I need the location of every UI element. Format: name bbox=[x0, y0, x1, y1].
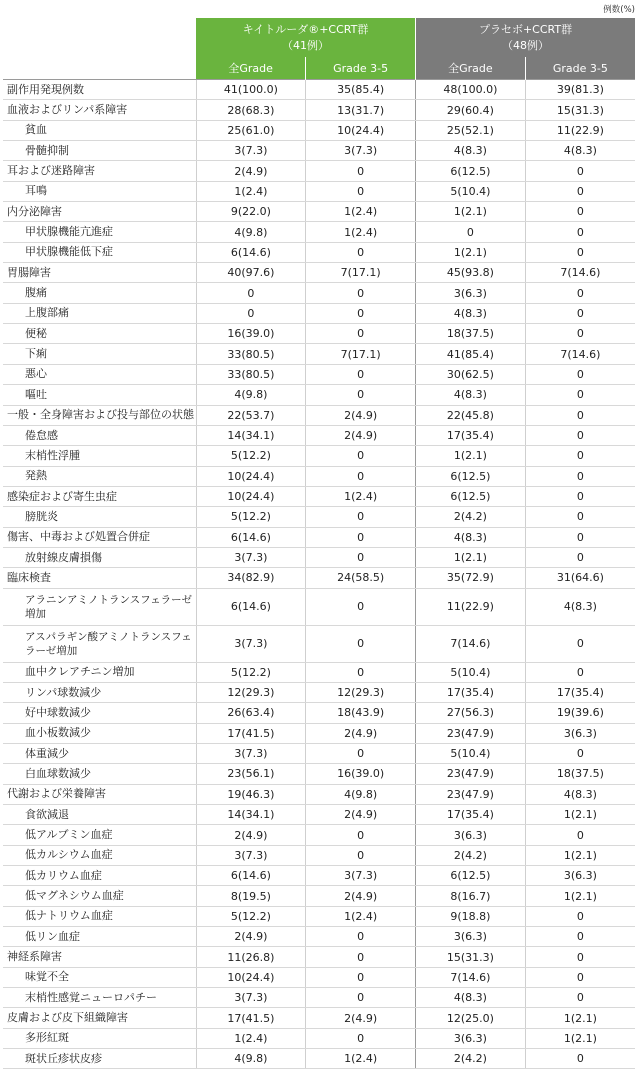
g1-all-value: 0 bbox=[196, 303, 306, 323]
g1-all-value: 34(82.9) bbox=[196, 568, 306, 588]
table-row bbox=[3, 120, 635, 140]
g2-grade35-value: 0 bbox=[525, 405, 635, 425]
g2-grade35-value: 0 bbox=[525, 743, 635, 763]
row-label: 血中クレアチニン増加 bbox=[3, 662, 196, 682]
g2-grade35-value: 19(39.6) bbox=[525, 703, 635, 723]
g1-grade35-value: 0 bbox=[306, 947, 416, 967]
row-label: 腹痛 bbox=[3, 283, 196, 303]
table-body bbox=[3, 80, 635, 1069]
g2-all-value: 12(25.0) bbox=[416, 1008, 526, 1028]
g1-all-value: 22(53.7) bbox=[196, 405, 306, 425]
g1-grade35-value: 0 bbox=[306, 507, 416, 527]
g2-grade35-value: 0 bbox=[525, 364, 635, 384]
g2-grade35-value: 0 bbox=[525, 283, 635, 303]
g2-grade35-value: 0 bbox=[525, 988, 635, 1008]
g2-grade35-value: 0 bbox=[525, 507, 635, 527]
row-label: 多形紅斑 bbox=[3, 1028, 196, 1048]
category-row bbox=[3, 486, 635, 506]
category-row bbox=[3, 80, 635, 100]
g2-grade35-value: 4(8.3) bbox=[525, 141, 635, 161]
g1-all-value: 14(34.1) bbox=[196, 805, 306, 825]
g2-all-value: 6(12.5) bbox=[416, 866, 526, 886]
g2-grade35-value: 0 bbox=[525, 927, 635, 947]
g2-all-value: 25(52.1) bbox=[416, 120, 526, 140]
table-row bbox=[3, 625, 635, 662]
g2-all-value: 8(16.7) bbox=[416, 886, 526, 906]
g2-all-value: 6(12.5) bbox=[416, 486, 526, 506]
g1-all-value: 4(9.8) bbox=[196, 222, 306, 242]
g2-all-value: 1(2.1) bbox=[416, 446, 526, 466]
g1-all-value: 33(80.5) bbox=[196, 364, 306, 384]
g2-grade35-value: 7(14.6) bbox=[525, 344, 635, 364]
table-row bbox=[3, 845, 635, 865]
category-row bbox=[3, 784, 635, 804]
g1-all-value: 5(12.2) bbox=[196, 906, 306, 926]
row-label: 低ナトリウム血症 bbox=[3, 906, 196, 926]
g1-all-value: 6(14.6) bbox=[196, 588, 306, 625]
g2-grade35-value: 0 bbox=[525, 527, 635, 547]
g2-grade35-value: 18(37.5) bbox=[525, 764, 635, 784]
g1-all-value: 9(22.0) bbox=[196, 202, 306, 222]
g2-all-value: 3(6.3) bbox=[416, 1028, 526, 1048]
row-label: 倦怠感 bbox=[3, 425, 196, 445]
g1-grade35-value: 2(4.9) bbox=[306, 723, 416, 743]
g1-grade35-value: 24(58.5) bbox=[306, 568, 416, 588]
g2-grade35-value: 0 bbox=[525, 303, 635, 323]
g2-grade35-value: 0 bbox=[525, 425, 635, 445]
g2-grade35-value: 0 bbox=[525, 222, 635, 242]
g2-all-value: 5(10.4) bbox=[416, 662, 526, 682]
row-label: 内分泌障害 bbox=[3, 202, 196, 222]
g2-grade35-value: 0 bbox=[525, 486, 635, 506]
g2-all-value: 17(35.4) bbox=[416, 425, 526, 445]
g1-grade35-value: 3(7.3) bbox=[306, 141, 416, 161]
g2-all-value: 29(60.4) bbox=[416, 100, 526, 120]
g1-grade35-value: 13(31.7) bbox=[306, 100, 416, 120]
g2-all-value: 17(35.4) bbox=[416, 682, 526, 702]
row-label: 悪心 bbox=[3, 364, 196, 384]
g2-all-value: 23(47.9) bbox=[416, 723, 526, 743]
g2-grade35-value: 0 bbox=[525, 161, 635, 181]
g1-grade35-value: 7(17.1) bbox=[306, 263, 416, 283]
g2-all-value: 5(10.4) bbox=[416, 743, 526, 763]
group-header-row bbox=[3, 18, 635, 57]
g2-grade35-value: 0 bbox=[525, 446, 635, 466]
g2-grade35-value: 0 bbox=[525, 825, 635, 845]
g2-all-value: 2(4.2) bbox=[416, 1049, 526, 1069]
table-row bbox=[3, 344, 635, 364]
g1-all-value: 5(12.2) bbox=[196, 446, 306, 466]
g1-all-value: 6(14.6) bbox=[196, 866, 306, 886]
g2-all-value: 27(56.3) bbox=[416, 703, 526, 723]
g2-grade35-value: 0 bbox=[525, 906, 635, 926]
table-row bbox=[3, 906, 635, 926]
g2-all-value: 3(6.3) bbox=[416, 283, 526, 303]
g1-all-value: 10(24.4) bbox=[196, 466, 306, 486]
row-label: 発熱 bbox=[3, 466, 196, 486]
row-label: 甲状腺機能亢進症 bbox=[3, 222, 196, 242]
g1-grade35-value: 1(2.4) bbox=[306, 202, 416, 222]
g2-all-value: 48(100.0) bbox=[416, 80, 526, 100]
row-label: 低カリウム血症 bbox=[3, 866, 196, 886]
g1-grade35-value: 35(85.4) bbox=[306, 80, 416, 100]
g2-all-value: 2(4.2) bbox=[416, 507, 526, 527]
g1-all-value: 2(4.9) bbox=[196, 825, 306, 845]
group2-title: プラセボ+CCRT群 bbox=[478, 22, 573, 36]
g2-grade35-value: 4(8.3) bbox=[525, 784, 635, 804]
row-label: 耳鳴 bbox=[3, 181, 196, 201]
row-label: 皮膚および皮下組織障害 bbox=[3, 1008, 196, 1028]
group1-header bbox=[196, 18, 416, 57]
g2-grade35-value: 0 bbox=[525, 466, 635, 486]
g2-grade35-value: 0 bbox=[525, 324, 635, 344]
g1-grade35-value: 0 bbox=[306, 547, 416, 567]
g1-grade35-value: 0 bbox=[306, 303, 416, 323]
row-label: 好中球数減少 bbox=[3, 703, 196, 723]
g1-all-value: 26(63.4) bbox=[196, 703, 306, 723]
g2-grade35-value: 11(22.9) bbox=[525, 120, 635, 140]
g2-all-value: 1(2.1) bbox=[416, 547, 526, 567]
table-row bbox=[3, 141, 635, 161]
g1-all-value: 4(9.8) bbox=[196, 1049, 306, 1069]
row-label: 斑状丘疹状皮疹 bbox=[3, 1049, 196, 1069]
row-label: 血液およびリンパ系障害 bbox=[3, 100, 196, 120]
g1-grade35-value: 0 bbox=[306, 967, 416, 987]
g2-grade35-value: 1(2.1) bbox=[525, 886, 635, 906]
g2-grade35-value: 17(35.4) bbox=[525, 682, 635, 702]
g1-grade35-value: 0 bbox=[306, 527, 416, 547]
row-label: 一般・全身障害および投与部位の状態 bbox=[3, 405, 196, 425]
g1-grade35-value: 2(4.9) bbox=[306, 425, 416, 445]
row-label: 白血球数減少 bbox=[3, 764, 196, 784]
row-label: 神経系障害 bbox=[3, 947, 196, 967]
g1-all-value: 33(80.5) bbox=[196, 344, 306, 364]
g2-all-value: 15(31.3) bbox=[416, 947, 526, 967]
row-label: 食欲減退 bbox=[3, 805, 196, 825]
g2-all-value: 4(8.3) bbox=[416, 527, 526, 547]
g2-all-value: 7(14.6) bbox=[416, 625, 526, 662]
category-row bbox=[3, 161, 635, 181]
adverse-events-table bbox=[3, 18, 635, 1069]
row-label: 末梢性感覚ニューロパチー bbox=[3, 988, 196, 1008]
g1-grade35-value: 7(17.1) bbox=[306, 344, 416, 364]
g1-grade35-value: 1(2.4) bbox=[306, 486, 416, 506]
g2-all-value: 18(37.5) bbox=[416, 324, 526, 344]
g1-all-value: 3(7.3) bbox=[196, 625, 306, 662]
g2-grade35-value: 0 bbox=[525, 242, 635, 262]
g2-grade35-value: 1(2.1) bbox=[525, 1028, 635, 1048]
g1-all-value: 3(7.3) bbox=[196, 845, 306, 865]
row-label: 胃腸障害 bbox=[3, 263, 196, 283]
g2-all-value: 23(47.9) bbox=[416, 764, 526, 784]
g2-grade35-value: 3(6.3) bbox=[525, 723, 635, 743]
g2-all-value: 11(22.9) bbox=[416, 588, 526, 625]
g1-grade35-value: 1(2.4) bbox=[306, 1049, 416, 1069]
g1-grade35-value: 16(39.0) bbox=[306, 764, 416, 784]
row-label: 骨髄抑制 bbox=[3, 141, 196, 161]
table-row bbox=[3, 1028, 635, 1048]
g2-grade35-value: 1(2.1) bbox=[525, 1008, 635, 1028]
g2-all-value: 1(2.1) bbox=[416, 202, 526, 222]
table-row bbox=[3, 967, 635, 987]
row-label: アラニンアミノトランスフェラーゼ増加 bbox=[3, 588, 196, 625]
g1-grade35-value: 1(2.4) bbox=[306, 222, 416, 242]
table-row bbox=[3, 283, 635, 303]
g1-all-value: 19(46.3) bbox=[196, 784, 306, 804]
g1-grade35-value: 0 bbox=[306, 588, 416, 625]
g1-grade35-value: 0 bbox=[306, 825, 416, 845]
g1-grade35-value: 0 bbox=[306, 364, 416, 384]
row-label: 便秘 bbox=[3, 324, 196, 344]
g2-all-value: 4(8.3) bbox=[416, 988, 526, 1008]
g1-all-value: 41(100.0) bbox=[196, 80, 306, 100]
row-label: 味覚不全 bbox=[3, 967, 196, 987]
g1-all-value: 2(4.9) bbox=[196, 927, 306, 947]
g1-grade35-value: 0 bbox=[306, 161, 416, 181]
g1-all-value: 17(41.5) bbox=[196, 1008, 306, 1028]
g2-all-value: 23(47.9) bbox=[416, 784, 526, 804]
g1-all-value: 8(19.5) bbox=[196, 886, 306, 906]
table-row bbox=[3, 242, 635, 262]
table-row bbox=[3, 682, 635, 702]
table-row bbox=[3, 1049, 635, 1069]
g2-all-value: 17(35.4) bbox=[416, 805, 526, 825]
g2-all-value: 7(14.6) bbox=[416, 967, 526, 987]
g1-grade35-value: 0 bbox=[306, 466, 416, 486]
table-row bbox=[3, 446, 635, 466]
g2-all-value: 5(10.4) bbox=[416, 181, 526, 201]
g2-grade35-value: 0 bbox=[525, 967, 635, 987]
header-empty-cell bbox=[3, 18, 196, 57]
g1-grade35-value: 3(7.3) bbox=[306, 866, 416, 886]
g1-all-value: 5(12.2) bbox=[196, 507, 306, 527]
table-row bbox=[3, 886, 635, 906]
g1-all-value: 3(7.3) bbox=[196, 743, 306, 763]
table-row bbox=[3, 805, 635, 825]
g1-all-value: 11(26.8) bbox=[196, 947, 306, 967]
g1-all-value: 10(24.4) bbox=[196, 486, 306, 506]
g1-all-value: 2(4.9) bbox=[196, 161, 306, 181]
row-label: 嘔吐 bbox=[3, 385, 196, 405]
row-label: 末梢性浮腫 bbox=[3, 446, 196, 466]
category-row bbox=[3, 263, 635, 283]
g2-grade35-value: 4(8.3) bbox=[525, 588, 635, 625]
g2-grade35-value: 0 bbox=[525, 181, 635, 201]
g2-all-value: 6(12.5) bbox=[416, 161, 526, 181]
category-row bbox=[3, 527, 635, 547]
g2-all-value: 30(62.5) bbox=[416, 364, 526, 384]
subheader-g1-all: 全Grade bbox=[196, 57, 306, 80]
row-label: 感染症および寄生虫症 bbox=[3, 486, 196, 506]
g1-grade35-value: 0 bbox=[306, 845, 416, 865]
g2-grade35-value: 7(14.6) bbox=[525, 263, 635, 283]
g1-grade35-value: 4(9.8) bbox=[306, 784, 416, 804]
g2-all-value: 4(8.3) bbox=[416, 141, 526, 161]
row-label: 下痢 bbox=[3, 344, 196, 364]
group2-n: （48例） bbox=[502, 38, 550, 52]
g2-all-value: 3(6.3) bbox=[416, 825, 526, 845]
unit-label: 例数(%) bbox=[603, 5, 635, 15]
g1-grade35-value: 0 bbox=[306, 743, 416, 763]
g2-all-value: 45(93.8) bbox=[416, 263, 526, 283]
row-label: 耳および迷路障害 bbox=[3, 161, 196, 181]
group1-n: （41例） bbox=[282, 38, 329, 52]
row-label: 膀胱炎 bbox=[3, 507, 196, 527]
g2-all-value: 6(12.5) bbox=[416, 466, 526, 486]
row-label: 甲状腺機能低下症 bbox=[3, 242, 196, 262]
g1-all-value: 1(2.4) bbox=[196, 1028, 306, 1048]
table-row bbox=[3, 703, 635, 723]
table-row bbox=[3, 364, 635, 384]
g1-grade35-value: 12(29.3) bbox=[306, 682, 416, 702]
g2-all-value: 3(6.3) bbox=[416, 927, 526, 947]
table-row bbox=[3, 927, 635, 947]
table-row bbox=[3, 723, 635, 743]
row-label: 低カルシウム血症 bbox=[3, 845, 196, 865]
g1-all-value: 6(14.6) bbox=[196, 527, 306, 547]
row-label: 代謝および栄養障害 bbox=[3, 784, 196, 804]
g1-grade35-value: 0 bbox=[306, 625, 416, 662]
row-label: 血小板数減少 bbox=[3, 723, 196, 743]
g1-grade35-value: 0 bbox=[306, 324, 416, 344]
category-row bbox=[3, 405, 635, 425]
g1-grade35-value: 0 bbox=[306, 385, 416, 405]
g2-grade35-value: 0 bbox=[525, 662, 635, 682]
category-row bbox=[3, 947, 635, 967]
g1-grade35-value: 0 bbox=[306, 242, 416, 262]
table-row bbox=[3, 466, 635, 486]
g1-grade35-value: 2(4.9) bbox=[306, 405, 416, 425]
g2-all-value: 0 bbox=[416, 222, 526, 242]
row-label: 低マグネシウム血症 bbox=[3, 886, 196, 906]
row-label: 傷害、中毒および処置合併症 bbox=[3, 527, 196, 547]
g2-all-value: 22(45.8) bbox=[416, 405, 526, 425]
g2-all-value: 1(2.1) bbox=[416, 242, 526, 262]
g1-all-value: 17(41.5) bbox=[196, 723, 306, 743]
row-label: リンパ球数減少 bbox=[3, 682, 196, 702]
table-row bbox=[3, 547, 635, 567]
g2-grade35-value: 0 bbox=[525, 202, 635, 222]
row-label: 上腹部痛 bbox=[3, 303, 196, 323]
g1-all-value: 23(56.1) bbox=[196, 764, 306, 784]
g2-grade35-value: 0 bbox=[525, 547, 635, 567]
g1-all-value: 28(68.3) bbox=[196, 100, 306, 120]
g2-all-value: 4(8.3) bbox=[416, 303, 526, 323]
table-row bbox=[3, 588, 635, 625]
g1-all-value: 16(39.0) bbox=[196, 324, 306, 344]
g1-grade35-value: 1(2.4) bbox=[306, 906, 416, 926]
g1-grade35-value: 0 bbox=[306, 927, 416, 947]
table-row bbox=[3, 988, 635, 1008]
g1-grade35-value: 0 bbox=[306, 446, 416, 466]
g1-grade35-value: 0 bbox=[306, 988, 416, 1008]
g2-grade35-value: 1(2.1) bbox=[525, 845, 635, 865]
row-label: アスパラギン酸アミノトランスフェラーゼ増加 bbox=[3, 625, 196, 662]
g1-all-value: 5(12.2) bbox=[196, 662, 306, 682]
g1-grade35-value: 2(4.9) bbox=[306, 805, 416, 825]
g1-all-value: 3(7.3) bbox=[196, 547, 306, 567]
g1-all-value: 6(14.6) bbox=[196, 242, 306, 262]
g1-all-value: 10(24.4) bbox=[196, 967, 306, 987]
subheader-g1-grade35: Grade 3-5 bbox=[306, 57, 416, 80]
g2-grade35-value: 0 bbox=[525, 1049, 635, 1069]
table-row bbox=[3, 181, 635, 201]
g1-all-value: 3(7.3) bbox=[196, 141, 306, 161]
row-label: 貧血 bbox=[3, 120, 196, 140]
group2-header bbox=[416, 18, 636, 57]
g1-grade35-value: 0 bbox=[306, 662, 416, 682]
g2-grade35-value: 39(81.3) bbox=[525, 80, 635, 100]
g2-all-value: 41(85.4) bbox=[416, 344, 526, 364]
g1-all-value: 4(9.8) bbox=[196, 385, 306, 405]
g1-grade35-value: 0 bbox=[306, 283, 416, 303]
g2-grade35-value: 1(2.1) bbox=[525, 805, 635, 825]
g1-all-value: 40(97.6) bbox=[196, 263, 306, 283]
category-row bbox=[3, 100, 635, 120]
table-row bbox=[3, 662, 635, 682]
g2-grade35-value: 0 bbox=[525, 625, 635, 662]
g2-all-value: 35(72.9) bbox=[416, 568, 526, 588]
subheader-empty-cell bbox=[3, 57, 196, 80]
g1-grade35-value: 0 bbox=[306, 1028, 416, 1048]
g2-all-value: 4(8.3) bbox=[416, 385, 526, 405]
g1-grade35-value: 10(24.4) bbox=[306, 120, 416, 140]
row-label: 低リン血症 bbox=[3, 927, 196, 947]
g2-grade35-value: 0 bbox=[525, 385, 635, 405]
row-label: 低アルブミン血症 bbox=[3, 825, 196, 845]
table-row bbox=[3, 324, 635, 344]
row-label: 副作用発現例数 bbox=[3, 80, 196, 100]
category-row bbox=[3, 568, 635, 588]
table-row bbox=[3, 866, 635, 886]
subheader-row bbox=[3, 57, 635, 80]
category-row bbox=[3, 202, 635, 222]
g2-grade35-value: 15(31.3) bbox=[525, 100, 635, 120]
g1-all-value: 12(29.3) bbox=[196, 682, 306, 702]
group1-title: キイトルーダ®+CCRT群 bbox=[242, 22, 369, 36]
table-row bbox=[3, 764, 635, 784]
g1-all-value: 25(61.0) bbox=[196, 120, 306, 140]
g2-grade35-value: 3(6.3) bbox=[525, 866, 635, 886]
table-row bbox=[3, 385, 635, 405]
table-row bbox=[3, 425, 635, 445]
table-row bbox=[3, 825, 635, 845]
g1-grade35-value: 2(4.9) bbox=[306, 1008, 416, 1028]
g1-all-value: 0 bbox=[196, 283, 306, 303]
g1-grade35-value: 2(4.9) bbox=[306, 886, 416, 906]
row-label: 放射線皮膚損傷 bbox=[3, 547, 196, 567]
g2-grade35-value: 31(64.6) bbox=[525, 568, 635, 588]
table-row bbox=[3, 222, 635, 242]
table-row bbox=[3, 743, 635, 763]
g1-all-value: 14(34.1) bbox=[196, 425, 306, 445]
g2-all-value: 9(18.8) bbox=[416, 906, 526, 926]
g1-all-value: 3(7.3) bbox=[196, 988, 306, 1008]
table-row bbox=[3, 303, 635, 323]
subheader-g2-grade35: Grade 3-5 bbox=[525, 57, 635, 80]
row-label: 体重減少 bbox=[3, 743, 196, 763]
row-label: 臨床検査 bbox=[3, 568, 196, 588]
category-row bbox=[3, 1008, 635, 1028]
g2-all-value: 2(4.2) bbox=[416, 845, 526, 865]
subheader-g2-all: 全Grade bbox=[416, 57, 526, 80]
g1-grade35-value: 0 bbox=[306, 181, 416, 201]
table-row bbox=[3, 507, 635, 527]
g2-grade35-value: 0 bbox=[525, 947, 635, 967]
g1-all-value: 1(2.4) bbox=[196, 181, 306, 201]
g1-grade35-value: 18(43.9) bbox=[306, 703, 416, 723]
